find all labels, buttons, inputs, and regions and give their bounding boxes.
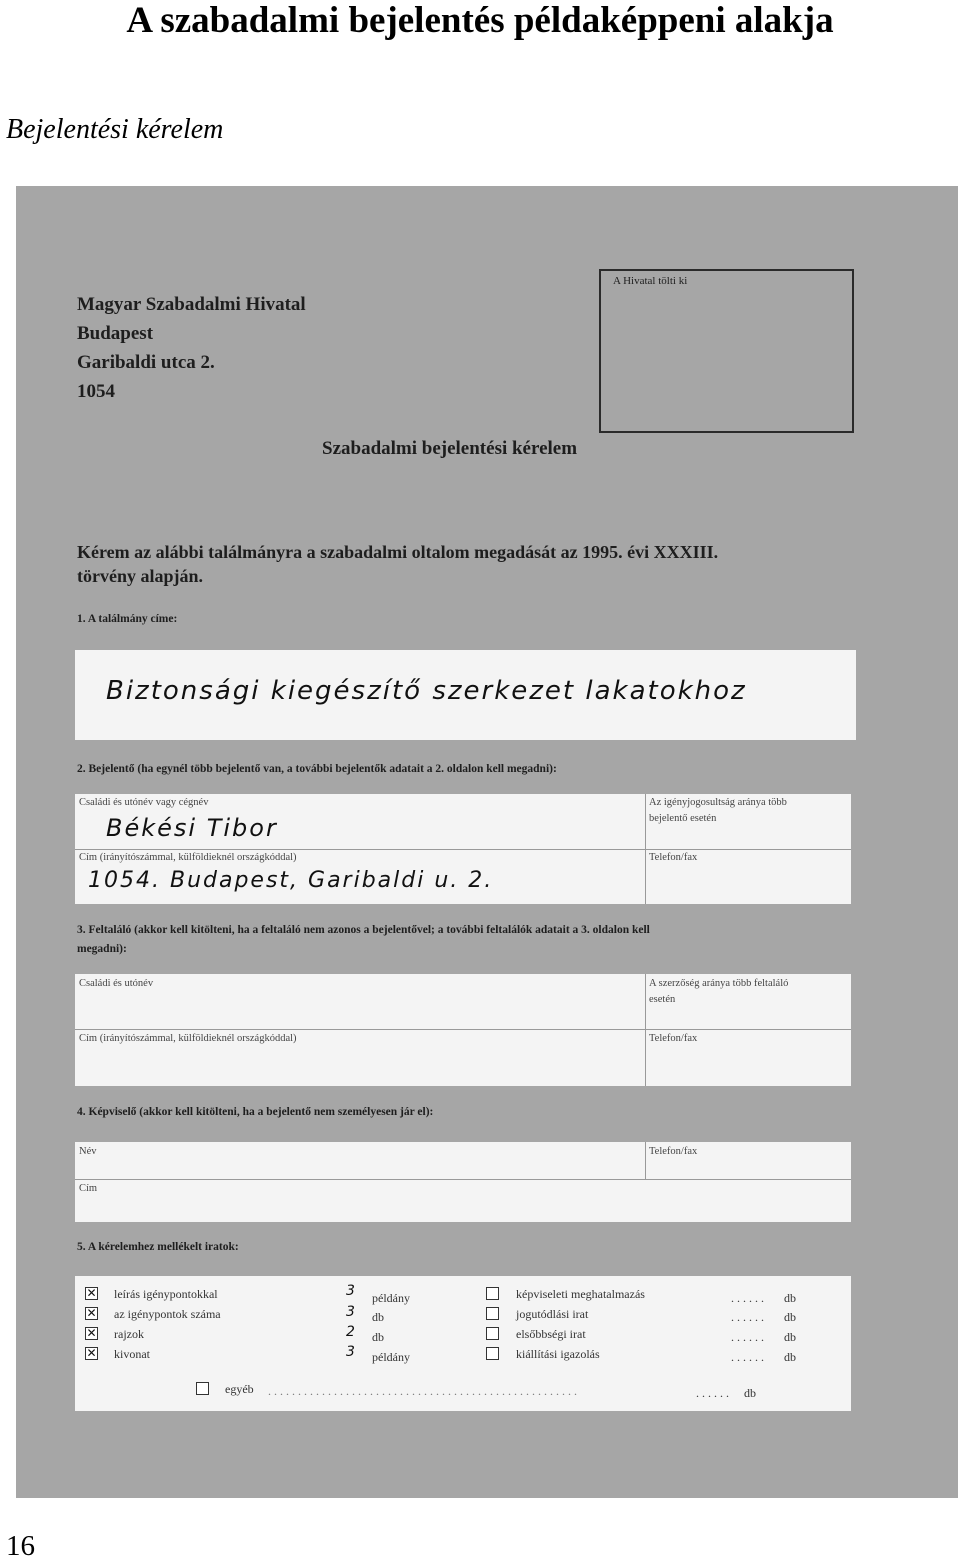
checkbox-empty[interactable] — [486, 1327, 499, 1340]
section4-label: 4. Képviselő (akkor kell kitölteni, ha a bejelentő nem személyesen jár el): — [77, 1106, 434, 1118]
attachment-unit: db — [372, 1310, 384, 1324]
dotted-leader: . . . . . . — [731, 1291, 764, 1305]
attachment-unit: db — [372, 1330, 384, 1344]
checkbox-checked[interactable]: ✕ — [86, 1326, 97, 1340]
invention-title-handwriting: Biztonsági kiegészítő szerkezet lakatokhoz — [106, 676, 747, 706]
address-line: 1054 — [77, 381, 115, 402]
form-intro — [77, 540, 718, 588]
attachment-count-handwriting: 3 — [346, 1344, 357, 1360]
checkbox-empty[interactable] — [486, 1347, 499, 1360]
applicant-address-handwriting: 1054. Budapest, Garibaldi u. 2. — [88, 868, 494, 893]
checkbox-empty[interactable] — [486, 1307, 499, 1320]
checkbox-empty[interactable] — [486, 1287, 499, 1300]
attachment-label: leírás igénypontokkal — [114, 1287, 218, 1301]
address-line: Magyar Szabadalmi Hivatal — [77, 294, 306, 315]
scanned-form-image — [16, 186, 958, 1498]
inventor-address-label: Cím (irányítószámmal, külföldieknél országkóddal) — [79, 1033, 297, 1044]
checkbox-empty[interactable] — [196, 1382, 209, 1395]
attachment-count-handwriting: 3 — [346, 1304, 357, 1320]
authorship-label: esetén — [649, 994, 676, 1005]
attachment-label: kivonat — [114, 1347, 150, 1361]
applicant-name-handwriting: Békési Tibor — [106, 814, 278, 842]
representative-address-label: Cím — [79, 1183, 98, 1194]
divider — [75, 849, 851, 850]
attachment-unit: példány — [372, 1350, 410, 1364]
dotted-leader: . . . . . . — [731, 1350, 764, 1364]
divider — [75, 1029, 851, 1030]
attachment-unit: db — [784, 1310, 796, 1324]
intro-line: Kérem az alábbi találmányra a szabadalmi oltalom megadását az 1995. évi XXXIII. — [77, 542, 719, 562]
section5-label: 5. A kérelemhez mellékelt iratok: — [77, 1241, 239, 1253]
form-title: Szabadalmi bejelentési kérelem — [322, 438, 578, 459]
attachment-label: képviseleti meghatalmazás — [516, 1287, 645, 1301]
dotted-leader: . . . . . . — [696, 1386, 729, 1400]
applicant-address-label: Cím (irányítószámmal, külföldieknél országkóddal) — [79, 852, 297, 863]
divider — [75, 1179, 851, 1180]
intro-line: törvény alapján. — [77, 566, 203, 586]
representative-table — [75, 1142, 851, 1222]
dotted-leader: . . . . . . — [731, 1330, 764, 1344]
share-label: Az igényjogosultság aránya több — [649, 797, 787, 808]
office-box-label: A Hivatal tölti ki — [613, 275, 688, 287]
attachment-count-handwriting: 2 — [346, 1324, 357, 1340]
phone-label: Telefon/fax — [649, 852, 698, 863]
address-line: Garibaldi utca 2. — [77, 352, 215, 373]
section3-label: 3. Feltaláló (akkor kell kitölteni, ha a feltaláló nem azonos a bejelentővel; a további feltalálók adatait a 3. oldalon kell — [77, 924, 650, 936]
attachment-unit: db — [784, 1350, 796, 1364]
checkbox-checked[interactable]: ✕ — [86, 1346, 97, 1360]
attachment-label: egyéb — [225, 1382, 254, 1396]
representative-name-label: Név — [79, 1146, 97, 1157]
attachment-unit: db — [784, 1291, 796, 1305]
dotted-leader: . . . . . . — [731, 1310, 764, 1324]
dotted-leader: . . . . . . . . . . . . . . . . . . . . . . . . . . . . . . . . . . . . . . . . . . . . . . . . . . . . — [268, 1384, 577, 1398]
attachment-label: elsőbbségi irat — [516, 1327, 586, 1341]
applicant-name-label: Családi és utónév vagy cégnév — [79, 797, 209, 808]
page-number: 16 — [6, 1530, 35, 1562]
attachment-unit: példány — [372, 1291, 410, 1305]
page-title: A szabadalmi bejelentés példaképpeni alakja — [126, 0, 834, 41]
share-label: bejelentő esetén — [649, 813, 717, 824]
attachment-label: az igénypontok száma — [114, 1307, 221, 1321]
attachment-label: jogutódlási irat — [516, 1307, 589, 1321]
phone-label: Telefon/fax — [649, 1146, 698, 1157]
attachment-unit: db — [744, 1386, 756, 1400]
inventor-name-label: Családi és utónév — [79, 978, 154, 989]
attachment-count-handwriting: 3 — [346, 1283, 357, 1299]
checkbox-checked[interactable]: ✕ — [86, 1306, 97, 1320]
attachment-label: kiállítási igazolás — [516, 1347, 600, 1361]
section2-label: 2. Bejelentő (ha egynél több bejelentő van, a további bejelentők adatait a 2. oldalon kell megadni): — [77, 763, 557, 775]
authorship-label: A szerzőség aránya több feltaláló — [649, 978, 789, 989]
phone-label: Telefon/fax — [649, 1033, 698, 1044]
inventor-table — [75, 974, 851, 1086]
divider — [645, 794, 646, 904]
section1-label: 1. A találmány címe: — [77, 613, 178, 625]
divider — [645, 1142, 646, 1179]
section3-label-cont: megadni): — [77, 943, 127, 955]
attachment-label: rajzok — [114, 1327, 144, 1341]
address-line: Budapest — [77, 323, 154, 344]
office-use-box — [599, 269, 854, 433]
section-subtitle: Bejelentési kérelem — [6, 114, 224, 145]
divider — [645, 974, 646, 1086]
attachment-unit: db — [784, 1330, 796, 1344]
recipient-address — [77, 290, 306, 406]
checkbox-checked[interactable]: ✕ — [86, 1286, 97, 1300]
